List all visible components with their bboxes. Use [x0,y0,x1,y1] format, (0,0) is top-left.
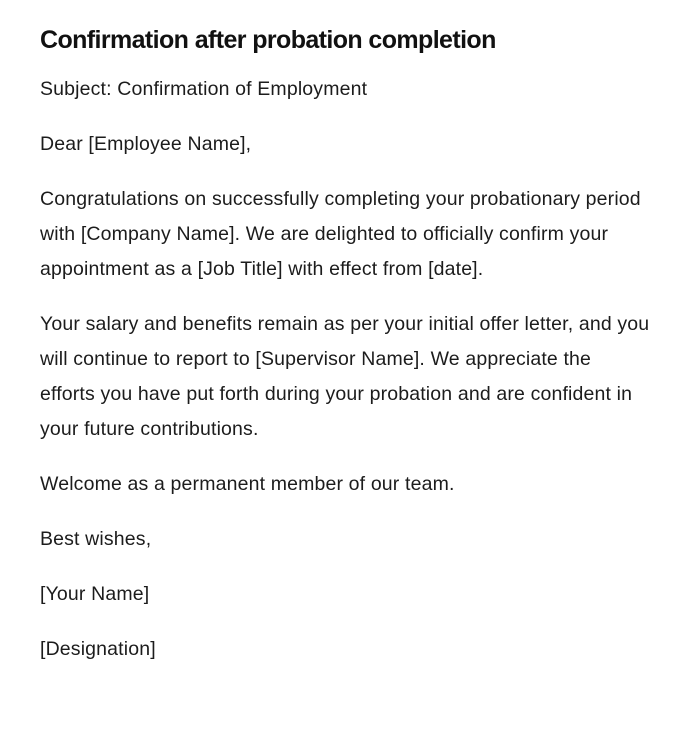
body-paragraph-salary-benefits: Your salary and benefits remain as per your initial offer letter, and you will continue to report to [Supervisor Name]. We appreciate the efforts you have put forth during your probation and are confident in your future contributions. [40,313,650,440]
body-paragraph-congratulations: Congratulations on successfully completing your probationary period with [Company Name]. We are delighted to officially confirm your appointment as a [Job Title] with effect from [date]. [40,188,641,280]
letter-document [40,22,650,687]
sender-designation: [Designation] [40,638,156,660]
body-paragraph-welcome: Welcome as a permanent member of our team. [40,473,455,495]
salutation: Dear [Employee Name], [40,133,252,155]
closing-line: Best wishes, [40,528,152,550]
subject-line: Subject: Confirmation of Employment [40,78,368,100]
sender-name: [Your Name] [40,583,150,605]
document-title: Confirmation after probation completion [40,26,496,54]
